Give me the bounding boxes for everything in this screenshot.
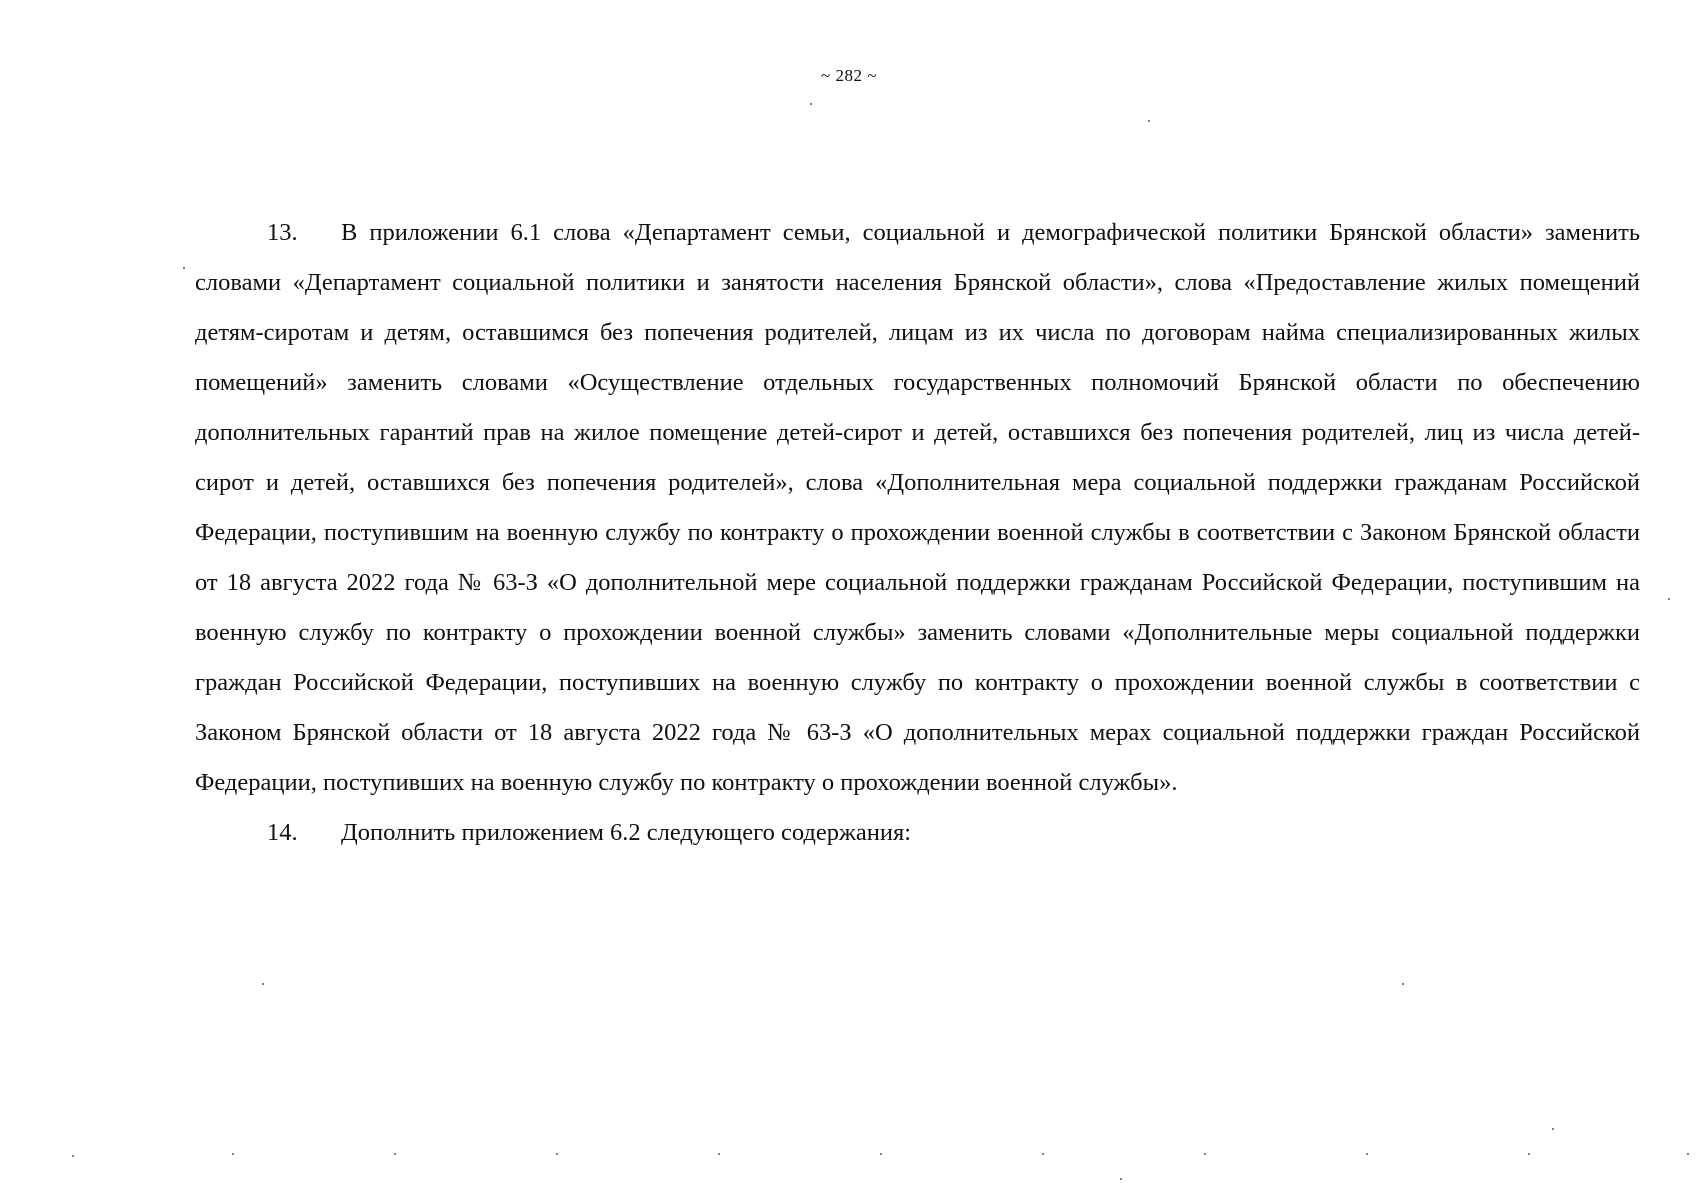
scan-speck	[1148, 120, 1150, 122]
scan-speck	[1402, 983, 1404, 985]
scan-speck	[810, 103, 812, 105]
scan-speck	[1687, 1153, 1689, 1155]
scan-speck	[1552, 1128, 1554, 1130]
scan-speck	[1120, 1178, 1122, 1180]
scan-speck	[1204, 1153, 1206, 1155]
scan-speck	[1528, 1153, 1530, 1155]
scan-speck	[718, 1153, 720, 1155]
scan-speck	[262, 983, 264, 985]
scan-speck	[1366, 1153, 1368, 1155]
paragraph-number: 13.	[267, 219, 298, 246]
paragraph-14	[195, 808, 1640, 858]
scan-speck	[880, 1153, 882, 1155]
scan-speck	[72, 1155, 74, 1157]
scan-speck	[1042, 1153, 1044, 1155]
paragraph-text: В приложении 6.1 слова «Департамент семьи, социальной и демографической политики Брянской области» заменить словами «Департамент социальной политики и занятости населения Брянской области», слова «Предоставление жилых помещений детям-сиротам и детям, оставшимся без попечения родителей, лицам из их числа по договорам найма специализированных жилых помещений» заменить словами «Осуществление отдельных государственных полномочий Брянской области по обеспечению дополнительных гарантий прав на жилое помещение детей-сирот и детей, оставшихся без попечения родителей, лиц из числа детей-сирот и детей, оставшихся без попечения родителей», слова «Дополнительная мера социальной поддержки гражданам Российской Федерации, поступившим на военную службу по контракту о прохождении военной службы в соответствии с Законом Брянской области от 18 августа 2022 года № 63-З «О дополнительной мере социальной поддержки гражданам Российской Федерации, поступившим на военную службу по контракту о прохождении военной службы» заменить словами «Дополнительные меры социальной поддержки граждан Российской Федерации, поступивших на военную службу по контракту о прохождении военной службы в соответствии с Законом Брянской области от 18 августа 2022 года № 63-З «О дополнительных мерах социальной поддержки граждан Российской Федерации, поступивших на военную службу по контракту о прохождении военной службы».	[195, 219, 1640, 796]
page-number: ~ 282 ~	[821, 66, 877, 85]
document-body	[195, 208, 1640, 858]
scan-speck	[394, 1153, 396, 1155]
scan-speck	[1668, 598, 1670, 600]
scan-speck	[183, 267, 185, 269]
paragraph-13	[195, 208, 1640, 808]
scan-speck	[556, 1153, 558, 1155]
paragraph-number: 14.	[267, 819, 298, 846]
scan-speck	[232, 1153, 234, 1155]
paragraph-text: Дополнить приложением 6.2 следующего содержания:	[341, 819, 912, 846]
